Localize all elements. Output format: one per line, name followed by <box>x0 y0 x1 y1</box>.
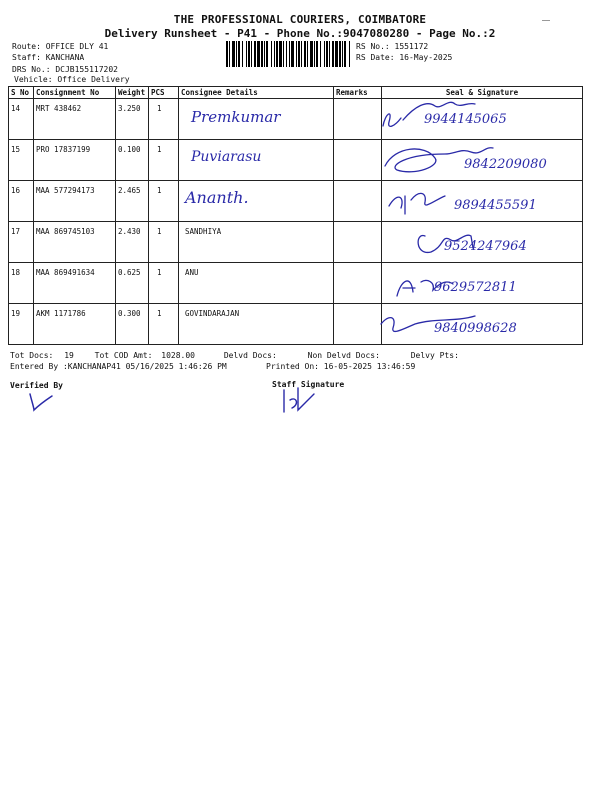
handwritten-name: Premkumar <box>191 108 281 126</box>
staff-signature-label: Staff Signature <box>272 380 345 389</box>
scan-mark <box>542 20 550 21</box>
document-title: THE PROFESSIONAL COURIERS, COIMBATORE <box>173 13 427 26</box>
cell-weight: 2.465 <box>116 181 149 222</box>
cell-pcs: 1 <box>149 99 179 140</box>
barcode-bar <box>316 41 318 67</box>
barcode-bar <box>326 41 328 67</box>
cell-sno: 15 <box>9 140 34 181</box>
cell-consignment: MRT 438462 <box>34 99 116 140</box>
barcode-bar <box>298 41 300 67</box>
cell-pcs: 1 <box>149 140 179 181</box>
cell-pcs: 1 <box>149 181 179 222</box>
delvd-docs-label: Delvd Docs: <box>223 351 277 360</box>
barcode-bar <box>246 41 247 67</box>
barcode-bar <box>236 41 237 67</box>
cell-sno: 19 <box>9 304 34 345</box>
barcode-bar <box>335 41 338 67</box>
printed-on: Printed On: 16-05-2025 13:46:59 <box>266 362 416 371</box>
tot-docs-value: 19 <box>64 351 74 360</box>
barcode-bar <box>242 41 243 67</box>
signature-phone: 9524247964 <box>444 239 527 254</box>
rs-date: RS Date: 16-May-2025 <box>356 53 453 62</box>
cell-sno: 16 <box>9 181 34 222</box>
handwritten-name: Ananth. <box>185 188 249 207</box>
delvy-pts-label: Delvy Pts: <box>410 351 459 360</box>
barcode-bar <box>324 41 325 67</box>
signature-scribbles <box>375 96 505 336</box>
barcode-bar <box>271 41 272 67</box>
tot-cod-value: 1028.00 <box>161 351 195 360</box>
cell-consignee: GOVINDARAJAN <box>179 304 334 345</box>
barcode-bar <box>283 41 284 67</box>
cell-consignment: MAA 869745103 <box>34 222 116 263</box>
cell-consignee <box>179 99 334 140</box>
handwritten-name: Puviarasu <box>191 149 262 165</box>
route-label: Route: OFFICE DLY 41 <box>12 42 109 51</box>
barcode-bar <box>226 41 228 67</box>
barcode-bar <box>289 41 290 67</box>
cell-consignee <box>179 140 334 181</box>
barcode-bar <box>296 41 297 67</box>
barcode-bar <box>329 41 330 67</box>
verified-by-signature <box>26 390 56 414</box>
barcode-bar <box>349 41 350 67</box>
barcode-image <box>226 41 350 67</box>
cell-consignment: PRO 17837199 <box>34 140 116 181</box>
cell-weight: 3.250 <box>116 99 149 140</box>
barcode-bar <box>344 41 346 67</box>
signature-phone: 9842209080 <box>464 157 547 172</box>
barcode-bar <box>229 41 230 67</box>
cell-weight: 0.100 <box>116 140 149 181</box>
signature-phone: 9840998628 <box>434 321 517 336</box>
cell-sno: 18 <box>9 263 34 304</box>
staff-label: Staff: KANCHANA <box>12 53 85 62</box>
cell-consignment: AKM 1171786 <box>34 304 116 345</box>
barcode-bar <box>291 41 294 67</box>
col-seal-signature: Seal & Signature <box>382 87 583 99</box>
footer-totals <box>10 351 459 360</box>
vehicle-label: Vehicle: Office Delivery <box>14 75 130 84</box>
staff-signature <box>280 386 320 416</box>
barcode-bar <box>286 41 287 67</box>
barcode-bar <box>266 41 268 67</box>
barcode-bar <box>339 41 341 67</box>
barcode-bar <box>301 41 302 67</box>
cell-pcs: 1 <box>149 263 179 304</box>
tot-cod-label: Tot COD Amt: <box>94 351 153 360</box>
cell-consignment: MAA 577294173 <box>34 181 116 222</box>
cell-consignment: MAA 869491634 <box>34 263 116 304</box>
verified-by-label: Verified By <box>10 381 63 390</box>
cell-pcs: 1 <box>149 222 179 263</box>
barcode-bar <box>274 41 275 67</box>
tot-docs-label: Tot Docs: <box>10 351 54 360</box>
barcode-bar <box>320 41 321 67</box>
signature-phone: 9629572811 <box>434 280 517 295</box>
drs-label: DRS No.: DCJB155117202 <box>12 65 118 74</box>
col-pcs: PCS <box>149 87 179 99</box>
cell-consignee: SANDHIYA <box>179 222 334 263</box>
entered-by: Entered By :KANCHANAP41 05/16/2025 1:46:26 PM <box>10 362 227 371</box>
barcode-bar <box>248 41 250 67</box>
rs-number: RS No.: 1551172 <box>356 42 429 51</box>
col-weight: Weight <box>116 87 149 99</box>
barcode-bar <box>332 41 334 67</box>
barcode-bar <box>254 41 256 67</box>
cell-weight: 0.625 <box>116 263 149 304</box>
cell-weight: 2.430 <box>116 222 149 263</box>
barcode-bar <box>310 41 313 67</box>
document-subtitle: Delivery Runsheet - P41 - Phone No.:9047080280 - Page No.:2 <box>104 27 496 40</box>
barcode-bar <box>232 41 235 67</box>
col-consignment: Consignment No <box>34 87 116 99</box>
barcode-bar <box>314 41 315 67</box>
barcode-bar <box>238 41 240 67</box>
barcode-bar <box>279 41 282 67</box>
non-delvd-docs-label: Non Delvd Docs: <box>307 351 380 360</box>
barcode-bar <box>307 41 308 67</box>
cell-consignee: ANU <box>179 263 334 304</box>
cell-consignee <box>179 181 334 222</box>
signature-phone: 9944145065 <box>424 112 507 127</box>
signature-phone: 9894455591 <box>454 198 537 213</box>
barcode-bar <box>276 41 278 67</box>
barcode-bar <box>251 41 252 67</box>
barcode-bar <box>261 41 263 67</box>
barcode-bar <box>257 41 260 67</box>
cell-weight: 0.300 <box>116 304 149 345</box>
barcode-bar <box>304 41 306 67</box>
barcode-bar <box>342 41 343 67</box>
cell-pcs: 1 <box>149 304 179 345</box>
cell-sno: 17 <box>9 222 34 263</box>
barcode-bar <box>264 41 265 67</box>
col-sno: S No <box>9 87 34 99</box>
col-remarks: Remarks <box>334 87 382 99</box>
cell-sno: 14 <box>9 99 34 140</box>
col-consignee: Consignee Details <box>179 87 334 99</box>
